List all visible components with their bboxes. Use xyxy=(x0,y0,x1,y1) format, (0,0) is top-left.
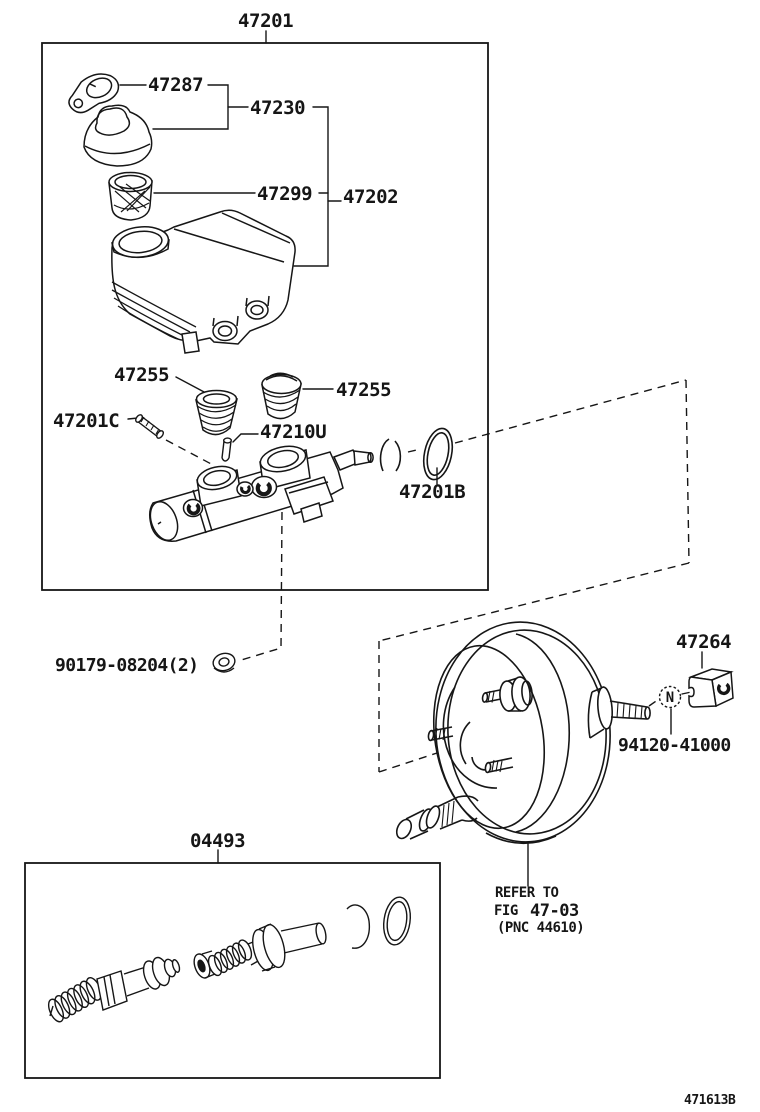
label-pin: 47210U xyxy=(260,421,327,443)
callout-labels xyxy=(53,10,736,1108)
master-cylinder-drawing xyxy=(145,442,373,544)
leader-lines xyxy=(120,31,702,886)
strainer-drawing xyxy=(109,173,152,221)
note-refer-to: REFER TO xyxy=(495,885,559,901)
bolt-drawing xyxy=(211,651,237,673)
label-gasket: 47287 xyxy=(148,74,204,96)
label-reservoir-cap: 47230 xyxy=(250,97,306,119)
sheet-code: 471613B xyxy=(684,1093,736,1108)
reservoir-drawing xyxy=(111,210,295,353)
reservoir-cap-drawing xyxy=(84,105,152,166)
label-clamp: 47264 xyxy=(676,631,732,653)
label-grommet-left: 47255 xyxy=(114,364,170,386)
label-strainer: 47299 xyxy=(257,183,313,205)
pin-drawing xyxy=(222,438,231,461)
label-reservoir: 47202 xyxy=(343,186,399,208)
repair-kit-drawing xyxy=(46,895,414,1023)
repair-kit-box xyxy=(25,863,440,1078)
o-ring-drawing xyxy=(381,426,457,482)
label-slotted-pin: 47201C xyxy=(53,410,120,432)
label-assembly: 47201 xyxy=(238,10,294,32)
note-fig-prefix: FIG xyxy=(494,903,518,919)
label-nut: 94120-41000 xyxy=(618,735,731,756)
label-repair-kit: 04493 xyxy=(190,830,246,852)
clamp-drawing xyxy=(689,669,733,707)
nut-marker-letter: N xyxy=(665,690,675,706)
label-o-ring: 47201B xyxy=(399,481,466,503)
label-bolt: 90179-08204(2) xyxy=(55,655,199,676)
label-grommet-right: 47255 xyxy=(336,379,392,401)
grommet-right-drawing xyxy=(262,373,301,418)
slotted-pin-drawing xyxy=(134,414,164,440)
note-pnc: (PNC 44610) xyxy=(497,920,585,936)
note-fig-number: 47-03 xyxy=(530,901,579,921)
grommet-left-drawing xyxy=(196,391,237,435)
brake-booster-drawing xyxy=(394,616,650,848)
